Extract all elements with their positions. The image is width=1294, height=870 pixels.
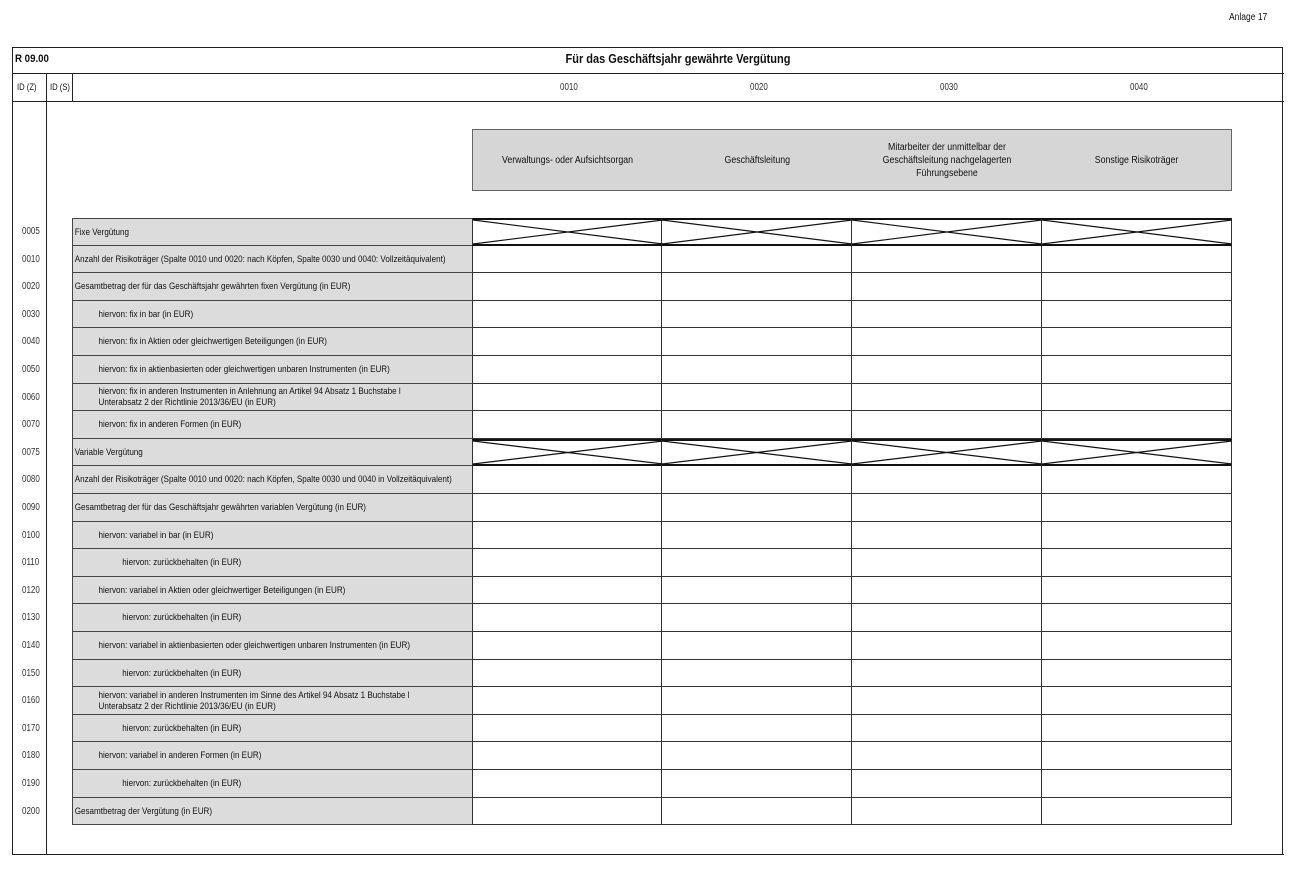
row-id: 0050	[22, 364, 40, 375]
column-header-senior-staff: Mitarbeiter der unmittelbar der Geschäftsleitung nachgelagerten Führungsebene	[882, 141, 1012, 179]
row-id: 0005	[22, 226, 40, 237]
data-entry-cell[interactable]	[1042, 715, 1232, 742]
row-label-cell	[72, 660, 472, 687]
row-id: 0120	[22, 584, 40, 596]
row-label: Anzahl der Risikoträger (Spalte 0010 und 0020: nach Köpfen, Spalte 0030 und 0040: Vollzeitäquivalent)	[74, 253, 446, 265]
data-entry-cell[interactable]	[472, 660, 662, 687]
data-entry-cell[interactable]	[1042, 660, 1232, 687]
data-entry-cell[interactable]	[1042, 687, 1232, 715]
row-id: 0150	[22, 667, 40, 679]
row-id: 0200	[22, 805, 40, 817]
data-entry-cell[interactable]	[472, 494, 662, 522]
data-entry-cell[interactable]	[852, 384, 1042, 411]
column-header-supervisory-body: Verwaltungs- oder Aufsichtsorgan	[501, 154, 633, 166]
data-entry-cell[interactable]	[662, 301, 852, 328]
data-entry-cell[interactable]	[1042, 770, 1232, 798]
row-label-cell	[72, 522, 472, 549]
row-label: hiervon: fix in aktienbasierten oder gleichwertigen unbaren Instrumenten (in EUR)	[98, 364, 390, 375]
data-entry-cell[interactable]	[1042, 466, 1232, 494]
data-entry-cell[interactable]	[1042, 494, 1232, 522]
id-z-header: ID (Z)	[17, 82, 37, 92]
data-entry-cell[interactable]	[472, 246, 662, 273]
crossed-out-cell	[852, 218, 1042, 246]
column-header-other-risk-takers: Sonstige Risikoträger	[1095, 154, 1179, 166]
data-entry-cell[interactable]	[852, 246, 1042, 273]
data-entry-cell[interactable]	[662, 577, 852, 604]
data-entry-cell[interactable]	[852, 328, 1042, 356]
row-label-cell	[72, 715, 472, 742]
header-divider-bottom	[12, 101, 1284, 102]
template-title: Für das Geschäftsjahr gewährte Vergütung	[565, 52, 791, 66]
row-label-cell	[72, 384, 472, 411]
data-entry-cell[interactable]	[1042, 798, 1232, 825]
row-label: hiervon: zurückbehalten (in EUR)	[122, 667, 242, 679]
row-id: 0100	[22, 529, 40, 541]
data-entry-cell[interactable]	[662, 356, 852, 384]
row-label: Gesamtbetrag der für das Geschäftsjahr gewährten variablen Vergütung (in EUR)	[74, 502, 367, 513]
row-label: hiervon: fix in anderen Instrumenten in Anlehnung an Artikel 94 Absatz 1 Buchstabe l Unterabsatz 2 der Richtlinie 2013/36/EU (in EUR)	[98, 386, 401, 408]
data-entry-cell[interactable]	[472, 742, 662, 770]
column-number-0040: 0040	[1130, 82, 1148, 93]
cross-out-icon	[473, 220, 663, 244]
row-id: 0180	[22, 750, 40, 761]
row-label: hiervon: variabel in anderen Instrumenten im Sinne des Artikel 94 Absatz 1 Buchstabe l Unterabsatz 2 der Richtlinie 2013/36/EU (in EUR)	[98, 689, 410, 712]
column-number-0010: 0010	[560, 82, 578, 93]
template-code: R 09.00	[15, 53, 49, 65]
data-entry-cell[interactable]	[852, 301, 1042, 328]
column-number-0020: 0020	[750, 82, 768, 93]
header-divider-top	[12, 73, 1284, 74]
cross-out-icon	[1042, 441, 1232, 464]
row-label-cell	[72, 577, 472, 604]
data-entry-cell[interactable]	[662, 522, 852, 549]
row-label-cell	[72, 218, 472, 246]
row-label-cell	[72, 604, 472, 632]
data-entry-cell[interactable]	[852, 742, 1042, 770]
data-entry-cell[interactable]	[852, 632, 1042, 660]
data-entry-cell[interactable]	[852, 549, 1042, 577]
row-id: 0020	[22, 281, 40, 292]
data-entry-cell[interactable]	[852, 356, 1042, 384]
data-entry-cell[interactable]	[662, 632, 852, 660]
row-id: 0030	[22, 308, 40, 320]
data-entry-cell[interactable]	[472, 577, 662, 604]
row-id: 0130	[22, 612, 40, 623]
row-id: 0040	[22, 336, 40, 347]
crossed-out-cell	[472, 439, 662, 466]
annex-label: Anlage 17	[1229, 12, 1268, 23]
data-entry-cell[interactable]	[1042, 411, 1232, 439]
data-entry-cell[interactable]	[1042, 301, 1232, 328]
row-id: 0170	[22, 722, 40, 734]
column-header-management: Geschäftsleitung	[724, 154, 790, 166]
row-label-cell	[72, 549, 472, 577]
row-label: Fixe Vergütung	[74, 226, 130, 238]
row-label: hiervon: variabel in Aktien oder gleichwertiger Beteiligungen (in EUR)	[98, 584, 346, 596]
cross-out-icon	[852, 220, 1042, 244]
row-id: 0090	[22, 502, 40, 513]
column-number-0030: 0030	[940, 82, 958, 93]
data-entry-cell[interactable]	[662, 742, 852, 770]
cross-out-icon	[662, 220, 852, 244]
row-label: Gesamtbetrag der Vergütung (in EUR)	[74, 805, 213, 817]
row-label-cell	[72, 632, 472, 660]
data-entry-cell[interactable]	[662, 715, 852, 742]
row-label: Variable Vergütung	[74, 446, 143, 458]
data-entry-cell[interactable]	[852, 770, 1042, 798]
data-entry-cell[interactable]	[472, 356, 662, 384]
data-entry-cell[interactable]	[472, 328, 662, 356]
frame-bottom-border	[12, 854, 1284, 855]
row-label-cell	[72, 246, 472, 273]
data-entry-cell[interactable]	[662, 660, 852, 687]
crossed-out-cell	[472, 218, 662, 246]
row-label-cell	[72, 466, 472, 494]
data-entry-cell[interactable]	[1042, 384, 1232, 411]
data-entry-cell[interactable]	[662, 494, 852, 522]
data-entry-cell[interactable]	[1042, 273, 1232, 301]
row-label-cell	[72, 494, 472, 522]
data-entry-cell[interactable]	[662, 604, 852, 632]
data-entry-cell[interactable]	[662, 770, 852, 798]
data-entry-cell[interactable]	[852, 798, 1042, 825]
row-label: hiervon: zurückbehalten (in EUR)	[122, 778, 242, 789]
data-entry-cell[interactable]	[852, 522, 1042, 549]
data-entry-cell[interactable]	[662, 273, 852, 301]
row-id: 0140	[22, 640, 40, 651]
id-s-column-border	[72, 74, 73, 102]
row-id: 0110	[22, 557, 40, 568]
data-entry-cell[interactable]	[1042, 246, 1232, 273]
row-id: 0070	[22, 419, 40, 430]
data-entry-cell[interactable]	[472, 384, 662, 411]
cross-out-icon	[473, 441, 663, 464]
data-entry-cell[interactable]	[1042, 328, 1232, 356]
data-entry-cell[interactable]	[662, 687, 852, 715]
data-entry-cell[interactable]	[1042, 549, 1232, 577]
data-entry-cell[interactable]	[472, 715, 662, 742]
data-entry-cell[interactable]	[1042, 356, 1232, 384]
data-entry-cell[interactable]	[852, 687, 1042, 715]
row-label-cell	[72, 770, 472, 798]
crossed-out-cell	[662, 439, 852, 466]
data-entry-cell[interactable]	[472, 522, 662, 549]
data-entry-cell[interactable]	[472, 687, 662, 715]
data-entry-cell[interactable]	[472, 273, 662, 301]
row-label: hiervon: zurückbehalten (in EUR)	[122, 612, 242, 623]
data-entry-cell[interactable]	[662, 549, 852, 577]
row-label-cell	[72, 328, 472, 356]
row-label: hiervon: fix in anderen Formen (in EUR)	[98, 419, 242, 430]
crossed-out-cell	[1042, 439, 1232, 466]
data-entry-cell[interactable]	[472, 411, 662, 439]
data-entry-cell[interactable]	[662, 798, 852, 825]
row-id: 0060	[22, 391, 40, 403]
row-label-cell	[72, 411, 472, 439]
row-id: 0080	[22, 474, 40, 485]
id-s-header: ID (S)	[50, 82, 70, 92]
row-label: hiervon: fix in Aktien oder gleichwertigen Beteiligungen (in EUR)	[98, 336, 327, 347]
data-entry-cell[interactable]	[472, 798, 662, 825]
row-label-cell	[72, 439, 472, 466]
row-label-cell	[72, 273, 472, 301]
row-label: hiervon: zurückbehalten (in EUR)	[122, 557, 242, 568]
row-id: 0010	[22, 253, 40, 265]
data-entry-cell[interactable]	[472, 466, 662, 494]
row-label: hiervon: variabel in aktienbasierten oder gleichwertigen unbaren Instrumenten (in EUR)	[98, 640, 411, 651]
data-entry-cell[interactable]	[662, 466, 852, 494]
row-label: hiervon: zurückbehalten (in EUR)	[122, 722, 242, 734]
data-entry-cell[interactable]	[1042, 522, 1232, 549]
data-entry-cell[interactable]	[852, 577, 1042, 604]
row-label: Gesamtbetrag der für das Geschäftsjahr gewährten fixen Vergütung (in EUR)	[74, 281, 351, 292]
row-label: hiervon: variabel in bar (in EUR)	[98, 529, 214, 541]
row-label-cell	[72, 742, 472, 770]
row-label: hiervon: variabel in anderen Formen (in EUR)	[98, 750, 262, 761]
data-entry-cell[interactable]	[852, 604, 1042, 632]
row-id: 0190	[22, 778, 40, 789]
cross-out-icon	[852, 441, 1042, 464]
data-entry-cell[interactable]	[1042, 632, 1232, 660]
data-entry-cell[interactable]	[1042, 742, 1232, 770]
data-entry-cell[interactable]	[662, 384, 852, 411]
data-entry-cell[interactable]	[852, 273, 1042, 301]
data-entry-cell[interactable]	[472, 301, 662, 328]
data-entry-cell[interactable]	[852, 411, 1042, 439]
data-entry-cell[interactable]	[1042, 577, 1232, 604]
data-entry-cell[interactable]	[852, 660, 1042, 687]
data-entry-cell[interactable]	[662, 411, 852, 439]
data-entry-cell[interactable]	[662, 328, 852, 356]
id-z-column-border	[46, 74, 47, 855]
row-id: 0160	[22, 695, 40, 706]
row-label-cell	[72, 356, 472, 384]
data-entry-cell[interactable]	[852, 494, 1042, 522]
cross-out-icon	[662, 441, 852, 464]
crossed-out-cell	[1042, 218, 1232, 246]
data-entry-cell[interactable]	[472, 549, 662, 577]
crossed-out-cell	[662, 218, 852, 246]
row-label-cell	[72, 687, 472, 715]
crossed-out-cell	[852, 439, 1042, 466]
row-label: Anzahl der Risikoträger (Spalte 0010 und 0020: nach Köpfen, Spalte 0030 und 0040 in Vollzeitäquivalent)	[74, 474, 452, 485]
data-entry-cell[interactable]	[852, 715, 1042, 742]
data-entry-cell[interactable]	[472, 770, 662, 798]
cross-out-icon	[1042, 220, 1232, 244]
data-entry-cell[interactable]	[852, 466, 1042, 494]
row-id: 0075	[22, 446, 40, 458]
row-label: hiervon: fix in bar (in EUR)	[98, 308, 194, 320]
row-label-cell	[72, 798, 472, 825]
row-label-cell	[72, 301, 472, 328]
data-entry-cell[interactable]	[1042, 604, 1232, 632]
data-entry-cell[interactable]	[472, 604, 662, 632]
data-entry-cell[interactable]	[662, 246, 852, 273]
data-entry-cell[interactable]	[472, 632, 662, 660]
